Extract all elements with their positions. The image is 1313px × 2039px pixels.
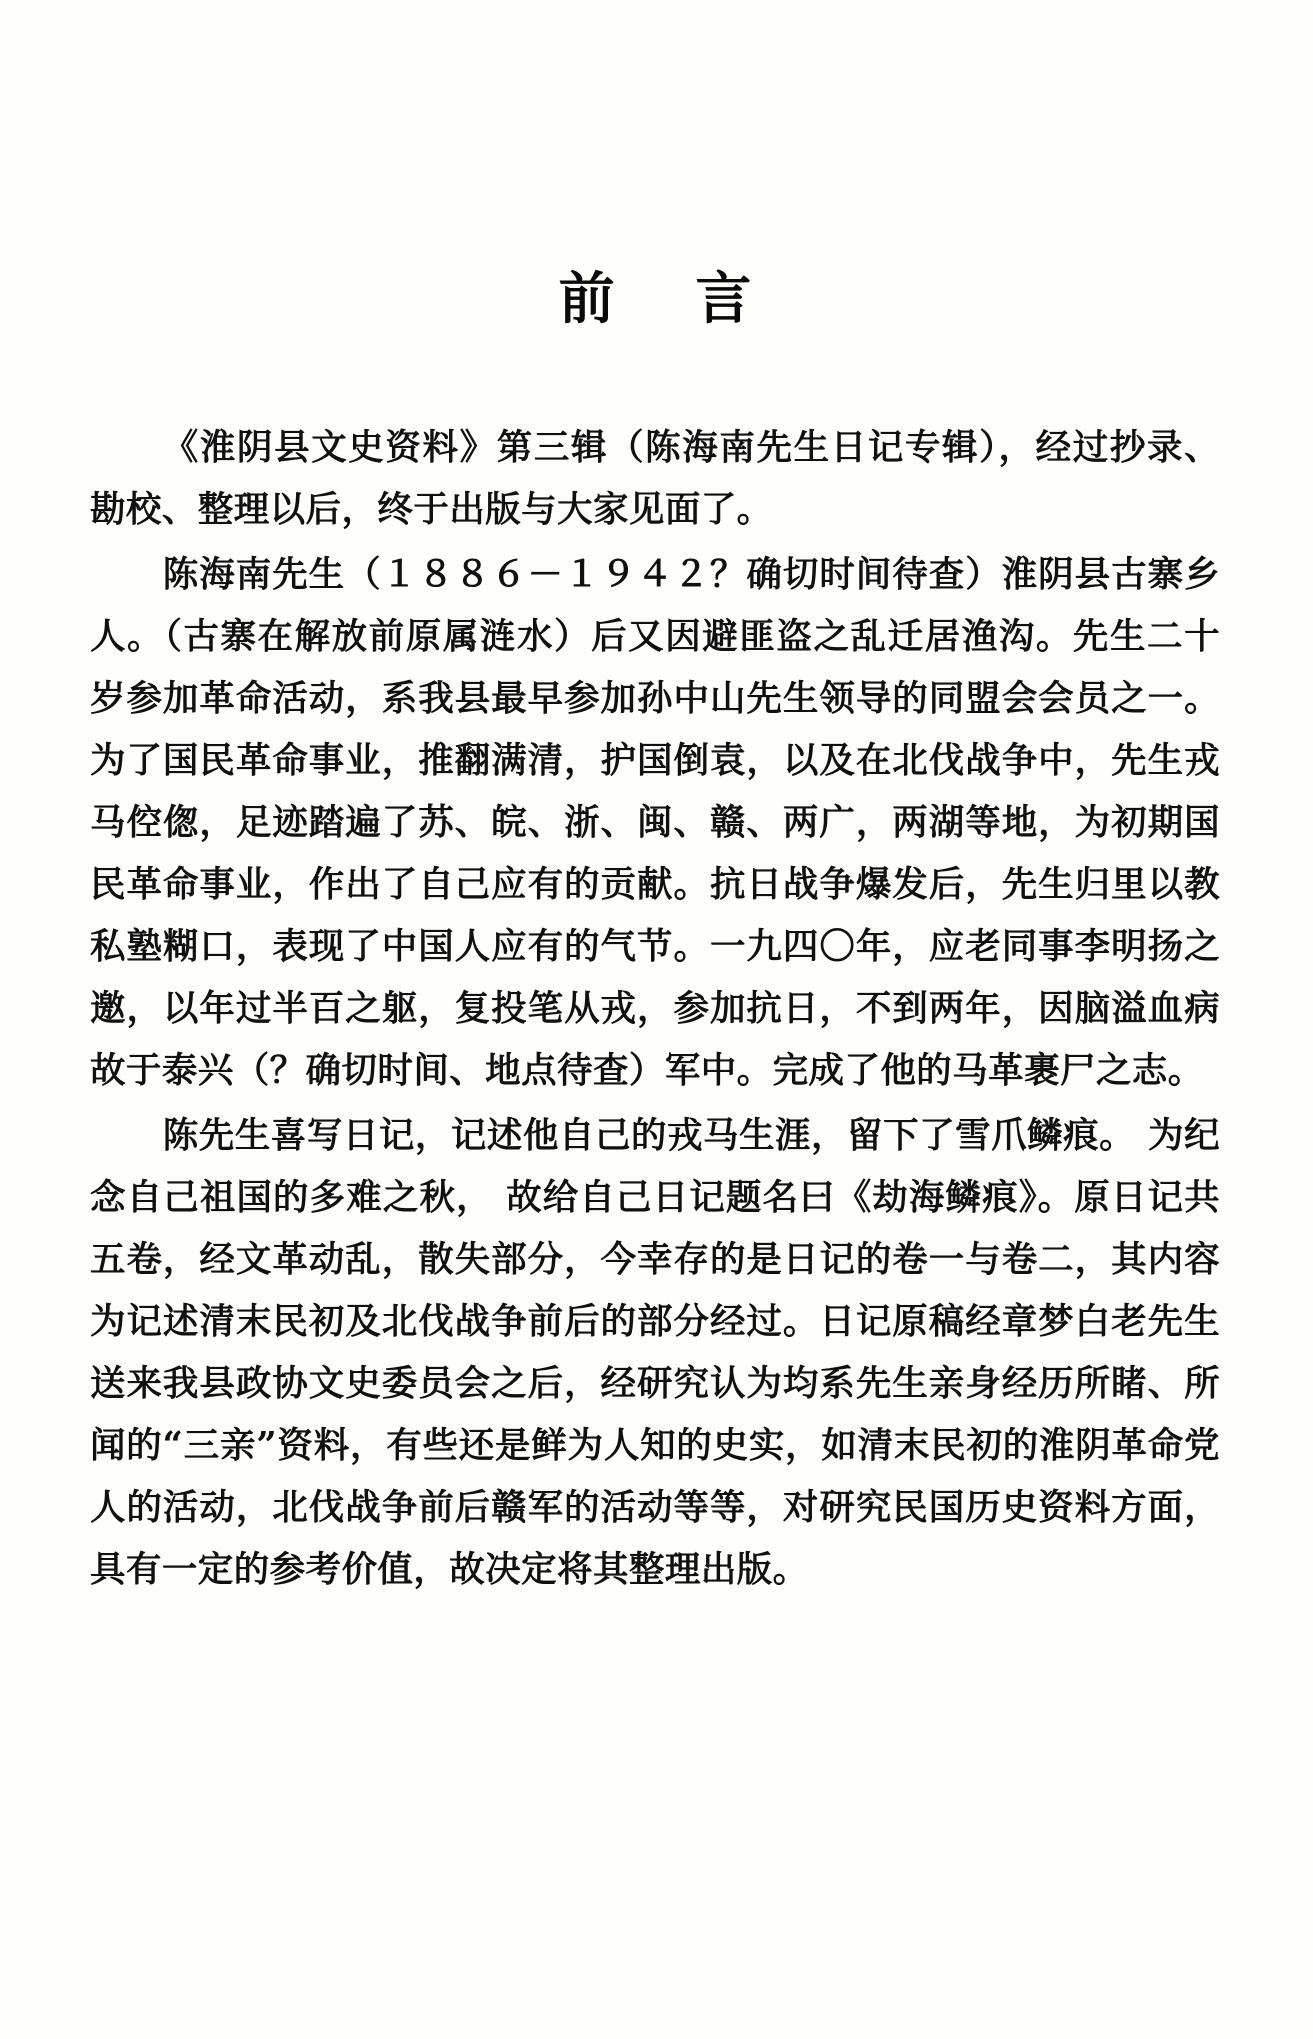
paragraph-2: 陈海南先生（１８８６－１９４２？确切时间待查）淮阴县古寨乡人。（古寨在解放前原属涟水）后又因避匪盗之乱迁居渔沟。先生二十岁参加革命活动，系我县最早参加孙中山先生领导的同盟会会员之一。为了国民革命事业，推翻满清，护国倒袁，以及在北伐战争中，先生戎马倥偬，足迹踏遍了苏、皖、浙、闽、赣、两广，两湖等地，为初期国民革命事业，作出了自己应有的贡献。抗日战争爆发后，先生归里以教私塾糊口，表现了中国人应有的气节。一九四〇年，应老同事李明扬之邀，以年过半百之躯，复投笔从戎，参加抗日，不到两年，因脑溢血病故于泰兴（？确切时间、地点待查）军中。完成了他的马革裹尸之志。 bbox=[90, 554, 1220, 1091]
page-title-char-1: 前 bbox=[558, 266, 632, 332]
page-title bbox=[90, 255, 1220, 335]
page-title-char-2: 言 bbox=[695, 266, 769, 332]
paragraph-3: 陈先生喜写日记，记述他自己的戎马生涯，留下了雪爪鳞痕。 为纪念自己祖国的多难之秋， 故给自己日记题名曰《劫海鳞痕》。原日记共五卷，经文革动乱，散失部分，今幸存的是日记的卷一与卷二，其内容为记述清末民初及北伐战争前后的部分经过。日记原稿经章梦白老先生送来我县政协文史委员会之后，经研究认为均系先生亲身经历所睹、所闻的“三亲”资料，有些还是鲜为人知的史实，如清末民初的淮阴革命党人的活动，北伐战争前后赣军的活动等等，对研究民国历史资料方面，具有一定的参考价值，故决定将其整理出版。 bbox=[90, 1115, 1220, 1590]
page-content bbox=[90, 0, 1220, 2039]
paragraph-1: 《淮阴县文史资料》第三辑（陈海南先生日记专辑），经过抄录、勘校、整理以后，终于出版与大家见面了。 bbox=[90, 427, 1220, 530]
preface-body bbox=[90, 417, 1220, 1601]
